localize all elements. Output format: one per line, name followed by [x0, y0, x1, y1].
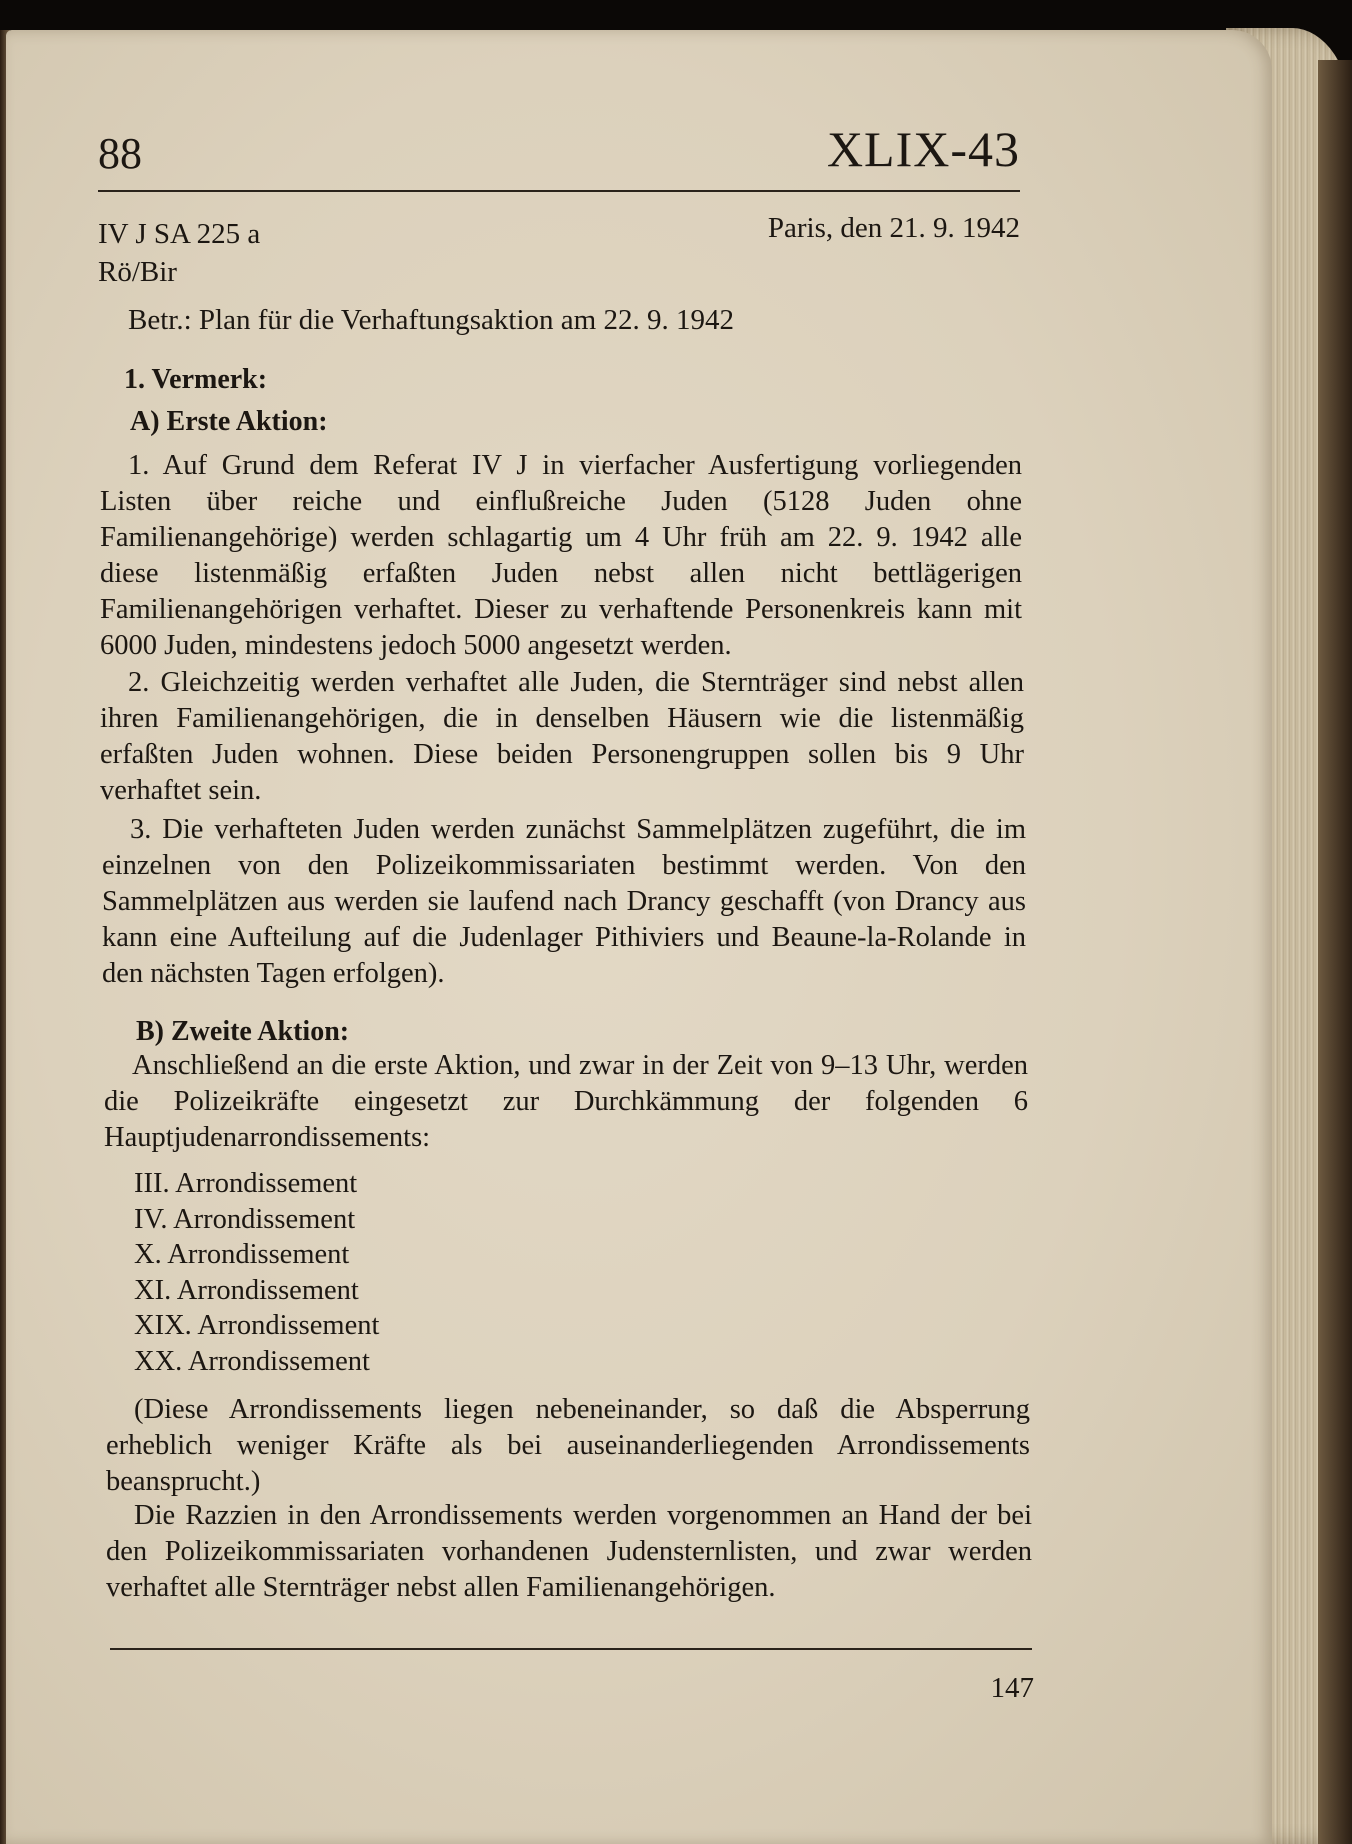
folio-number: 147 [990, 1672, 1034, 1704]
first-action-heading: A) Erste Aktion: [130, 406, 328, 437]
first-action-paragraph-2: 2. Gleichzeitig werden verhaftet alle Juden, die Sternträger sind nebst allen ihren Familienangehörigen, die in denselben Häusern wie die listenmäßig erfaßten Juden wohnen. Diese beiden Personengruppen sollen bis 9 Uhr verhaftet sein. [100, 667, 1024, 806]
document-code: XLIX-43 [826, 121, 1020, 177]
file-reference: IV J SA 225 a [98, 218, 261, 250]
note-paragraph: (Diese Arrondissements liegen nebeneinander, so daß die Absperrung erheblich weniger Kräfte als bei auseinanderliegenden Arrondissements beansprucht.) [106, 1394, 1030, 1497]
list-item: X. Arrondissement [134, 1239, 350, 1270]
book-cover-edge [1318, 60, 1352, 1844]
first-action-paragraph-1: 1. Auf Grund dem Referat IV J in vierfacher Ausfertigung vorliegenden Listen über reiche und einflußreiche Juden (5128 Juden ohne Familienangehörige) werden schlagartig um 4 Uhr früh am 22. 9. 1942 alle diese listenmäßig erfaßten Juden nebst allen nicht bettlägerigen Familienangehörigen verhaftet. Dieser zu verhaftende Personenkreis kann mit 6000 Juden, mindestens jedoch 5000 angesetzt werden. [100, 450, 1022, 661]
vermerk-heading: 1. Vermerk: [124, 364, 268, 395]
place-date: Paris, den 21. 9. 1942 [767, 212, 1020, 244]
initials: Rö/Bir [98, 256, 177, 288]
second-action-intro: Anschließend an die erste Aktion, und zwar in der Zeit von 9–13 Uhr, werden die Polizeikräfte eingesetzt zur Durchkämmung der folgenden 6 Hauptjudenarrondissements: [104, 1050, 1028, 1153]
list-item: XIX. Arrondissement [134, 1310, 380, 1341]
footer-rule [110, 1648, 1032, 1650]
subject-line: Betr.: Plan für die Verhaftungsaktion am 22. 9. 1942 [128, 304, 734, 336]
list-item: XI. Arrondissement [134, 1274, 359, 1306]
page-number: 88 [98, 129, 142, 178]
razzia-paragraph: Die Razzien in den Arrondissements werden vorgenommen an Hand der bei den Polizeikommissariaten vorhandenen Judensternlisten, und zwar werden verhaftet alle Sternträger nebst allen Familienangehörigen. [106, 1500, 1032, 1603]
second-action-heading: B) Zweite Aktion: [136, 1016, 350, 1047]
arrondissement-list [134, 1166, 379, 1379]
list-item: III. Arrondissement [134, 1168, 358, 1199]
first-action-paragraph-3: 3. Die verhafteten Juden werden zunächst Sammelplätzen zugeführt, die im einzelnen von den Polizeikommissariaten bestimmt werden. Von den Sammelplätzen aus werden sie laufend nach Drancy geschafft (von Drancy aus kann eine Aufteilung auf die Judenlager Pithiviers und Beaune-la-Rolande in den nächsten Tagen erfolgen). [102, 814, 1026, 989]
header-rule [98, 190, 1020, 192]
list-item: XX. Arrondissement [134, 1345, 370, 1377]
list-item: IV. Arrondissement [134, 1203, 356, 1235]
